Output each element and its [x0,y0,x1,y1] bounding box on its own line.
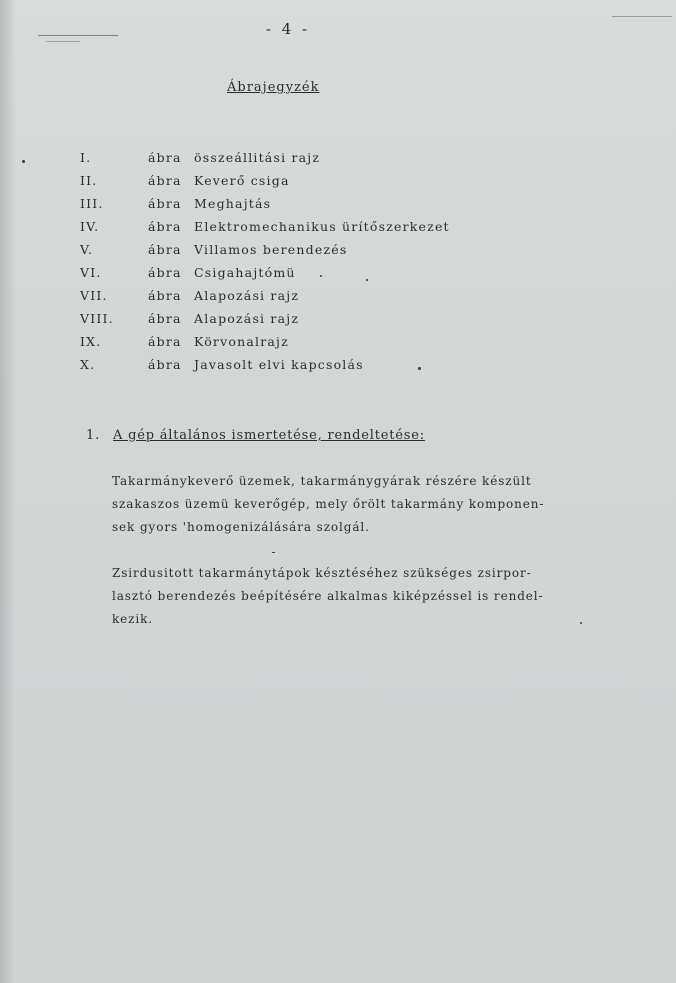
figure-word: ábra [148,357,182,372]
paragraph-line: kezik. [112,612,154,626]
figure-title: összeállitási rajz [194,150,321,165]
paragraph-1 [112,470,612,539]
figure-number: III. [80,196,104,211]
figure-word: ábra [148,288,182,303]
stray-mark [320,275,322,277]
section-title: A gép általános ismertetése, rendeltetése: [112,428,425,443]
section-heading [86,428,425,443]
figure-list-item [80,265,450,288]
section-number: 1. [86,428,101,443]
figure-title: Elektromechanikus ürítőszerkezet [194,219,450,234]
figure-list-item [80,288,450,311]
page-number: - 4 - [265,20,311,38]
scan-mark-right [612,16,672,17]
figure-list-item [80,150,450,173]
figure-list-item [80,242,450,265]
figure-number: VI. [80,265,102,280]
stray-mark [580,622,582,624]
figure-number: VII. [80,288,108,303]
figure-word: ábra [148,334,182,349]
figure-number: II. [80,173,98,188]
figure-word: ábra [148,219,182,234]
paragraph-line: sek gyors 'homogenizálására szolgál. [112,520,370,534]
figure-title: Körvonalrajz [194,334,289,349]
figure-title: Villamos berendezés [194,242,348,257]
figure-list-item [80,311,450,334]
figure-number: IV. [80,219,100,234]
figure-list-item [80,334,450,357]
paragraph-line: Takarmánykeverő üzemek, takarmánygyárak részére készült [112,474,532,488]
figure-list-title: Ábrajegyzék [227,80,320,95]
figure-number: X. [80,357,96,372]
figure-number: I. [80,150,92,165]
figure-title: Javasolt elvi kapcsolás [194,357,364,372]
figure-title: Csigahajtómü [194,265,296,280]
figure-list-item [80,196,450,219]
figure-list [80,150,450,380]
figure-word: ábra [148,242,182,257]
stray-mark [22,160,25,163]
paragraph-2 [112,562,612,631]
paragraph-line: szakaszos üzemü keverőgép, mely őrölt takarmány komponen- [112,497,545,511]
stray-mark [418,367,421,370]
figure-word: ábra [148,173,182,188]
page-edge-shadow [0,0,16,983]
scan-mark-left-short [46,41,80,42]
scan-mark-left [38,35,118,36]
figure-title: Alapozási rajz [194,288,300,303]
figure-word: ábra [148,196,182,211]
figure-list-item [80,357,450,380]
figure-title: Meghajtás [194,196,272,211]
paragraph-line: lasztó berendezés beépítésére alkalmas kiképzéssel is rendel- [112,589,544,603]
figure-number: V. [80,242,94,257]
figure-number: IX. [80,334,102,349]
figure-title: Alapozási rajz [194,311,300,326]
figure-word: ábra [148,265,182,280]
figure-number: VIII. [80,311,114,326]
paragraph-line: Zsirdusitott takarmánytápok késztéséhez szükséges zsirpor- [112,566,532,580]
figure-list-item [80,219,450,242]
figure-list-item [80,173,450,196]
figure-title: Keverő csiga [194,173,290,188]
stray-mark [366,279,368,281]
figure-word: ábra [148,311,182,326]
stray-mark [272,552,275,553]
figure-word: ábra [148,150,182,165]
